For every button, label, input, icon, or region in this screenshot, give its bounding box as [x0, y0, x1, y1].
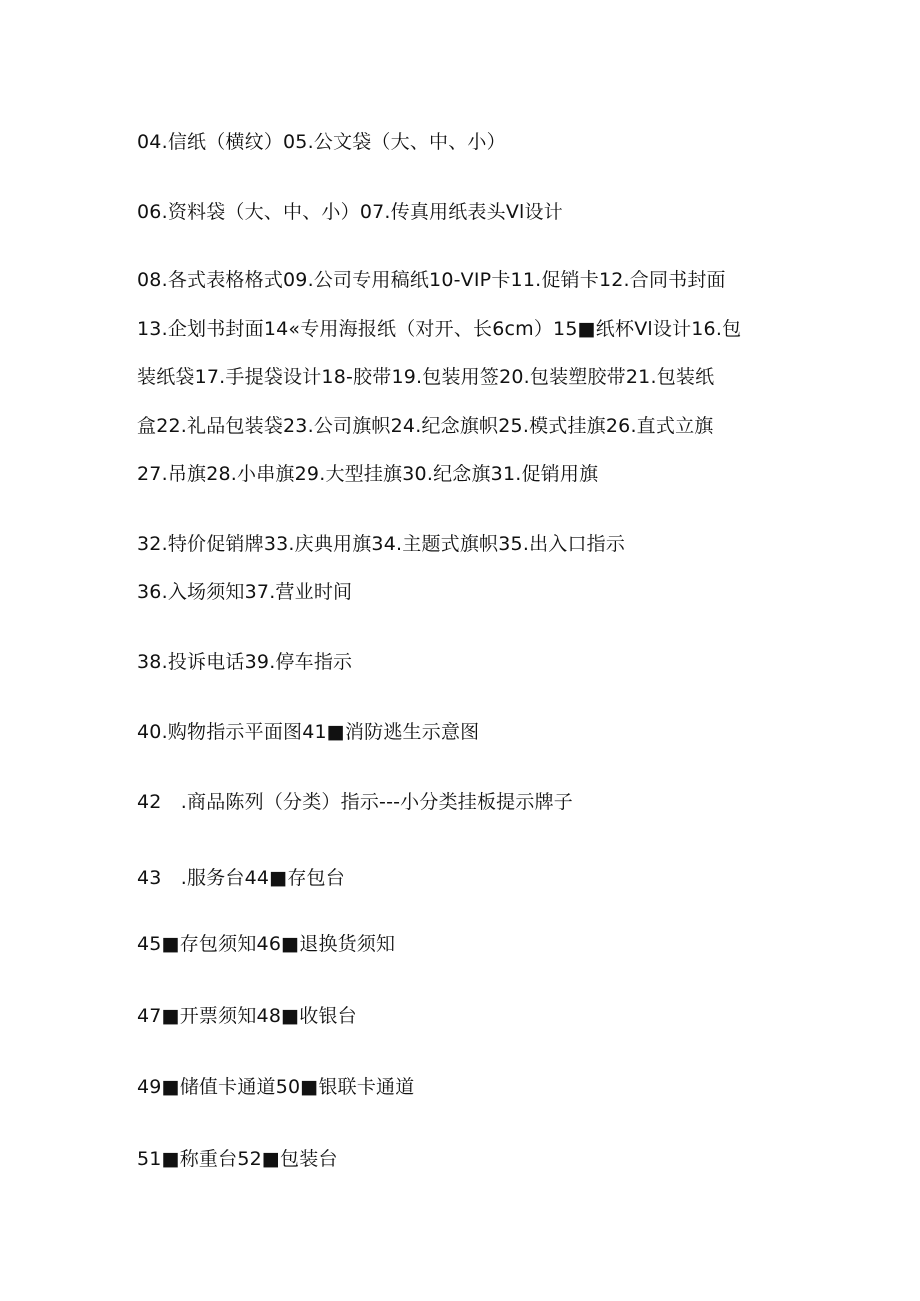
paragraph-line: 08.各式表格格式09.公司专用稿纸10-VIP卡11.促销卡12.合同书封面 [137, 269, 726, 291]
text-line: 06.资料袋（大、中、小）07.传真用纸表头Vl设计 [137, 201, 563, 223]
paragraph-line: 27.吊旗28.小串旗29.大型挂旗30.纪念旗31.促销用旗 [137, 463, 599, 485]
text-line: 04.信纸（横纹）05.公文袋（大、中、小） [137, 131, 506, 153]
text-line: 51■称重台52■包装台 [137, 1148, 338, 1170]
text-line: 47■开票须知48■收银台 [137, 1005, 357, 1027]
text-line: 42 .商品陈列（分类）指示---小分类挂板提示牌子 [137, 791, 573, 813]
item-paragraph [137, 256, 785, 499]
text-line: 43 .服务台44■存包台 [137, 867, 345, 889]
paragraph-line: 13.企划书封面14«专用海报纸（对开、长6cm）15■纸杯Vl设计16.包 [137, 317, 742, 340]
text-line: 40.购物指示平面图41■消防逃生示意图 [137, 721, 480, 743]
text-line: 36.入场须知37.营业时间 [137, 581, 353, 603]
paragraph-line: 盒22.礼品包装袋23.公司旗帜24.纪念旗帜25.模式挂旗26.直式立旗 [137, 414, 714, 437]
text-line: 45■存包须知46■退换货须知 [137, 933, 396, 955]
text-line: 49■储值卡通道50■银联卡通道 [137, 1076, 415, 1098]
text-line: 32.特价促销牌33.庆典用旗34.主题式旗帜35.出入口指示 [137, 533, 626, 555]
text-line: 38.投诉电话39.停车指示 [137, 651, 353, 673]
paragraph-line: 装纸袋17.手提袋设计18-胶带19.包装用签20.包装塑胶带21.包装纸 [137, 366, 715, 388]
